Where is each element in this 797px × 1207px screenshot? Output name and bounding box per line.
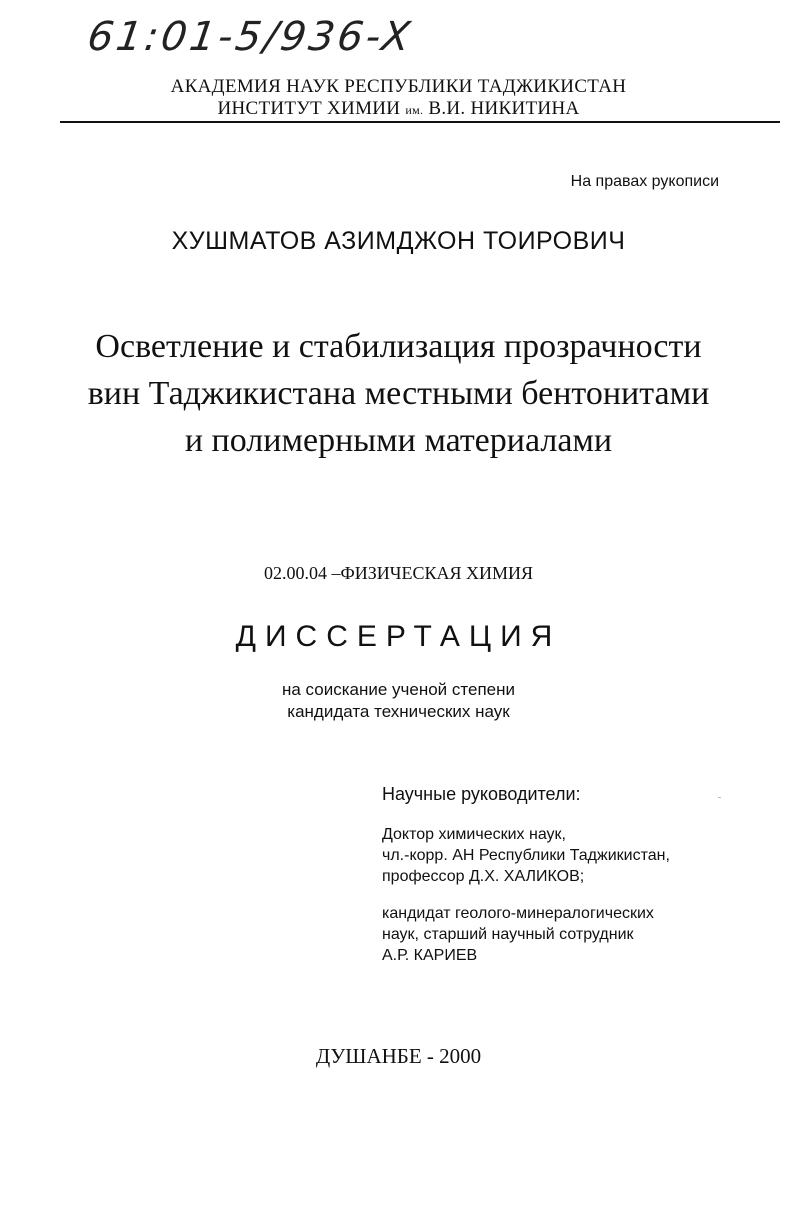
handwritten-catalog-text: 61:01-5/936-X: [84, 14, 416, 60]
manuscript-rights-note: На правах рукописи: [570, 173, 719, 190]
title-line-3: и полимерными материалами: [184, 422, 613, 459]
title-line-1: Осветление и стабилизация прозрачности: [95, 328, 702, 365]
degree-line-2: кандидата технических наук: [287, 702, 510, 721]
institute-name: [0, 98, 797, 120]
institute-name-part1: ИНСТИТУТ ХИМИИ: [217, 98, 406, 119]
supervisor-1-line-1: Доктор химических наук,: [382, 826, 566, 843]
supervisor-2-line-3: А.Р. КАРИЕВ: [382, 947, 478, 964]
scan-speck: [718, 797, 721, 798]
specialty-code: 02.00.04 –ФИЗИЧЕСКАЯ ХИМИЯ: [264, 563, 533, 583]
document-type-heading: ДИССЕРТАЦИЯ: [235, 620, 562, 653]
supervisor-1-line-2: чл.-корр. АН Республики Таджикистан,: [382, 847, 670, 864]
institute-name-abbr: им.: [405, 103, 424, 117]
author-name: ХУШМАТОВ АЗИМДЖОН ТОИРОВИЧ: [171, 227, 626, 255]
supervisor-2-line-2: наук, старший научный сотрудник: [382, 926, 634, 943]
handwritten-catalog-number: [84, 14, 468, 76]
supervisors-heading: Научные руководители:: [382, 784, 581, 804]
place-and-year: ДУШАНБЕ - 2000: [315, 1044, 482, 1068]
header-divider: [60, 121, 780, 123]
supervisor-2-line-1: кандидат геолого-минералогических: [382, 905, 654, 922]
institute-name-part2: В.И. НИКИТИНА: [423, 98, 580, 119]
degree-line-1: на соискание ученой степени: [281, 680, 515, 699]
supervisor-1-line-3: профессор Д.Х. ХАЛИКОВ;: [382, 868, 585, 885]
title-line-2: вин Таджикистана местными бентонитами: [87, 375, 710, 412]
academy-name: АКАДЕМИЯ НАУК РЕСПУБЛИКИ ТАДЖИКИСТАН: [170, 76, 627, 97]
